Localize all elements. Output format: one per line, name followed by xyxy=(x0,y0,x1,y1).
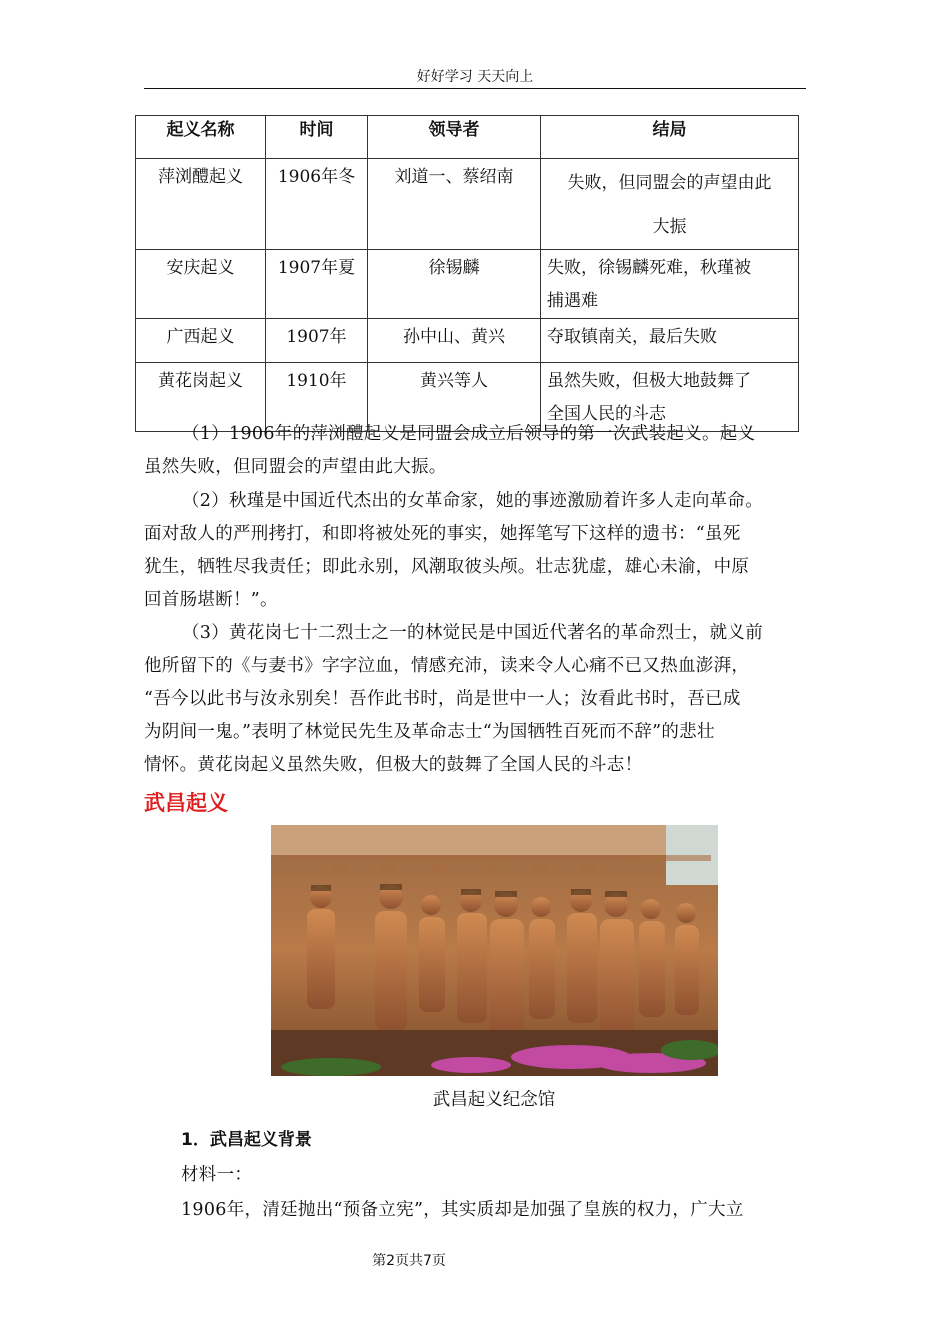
paragraph-2-line: 犹生，牺牲尽我责任；即此永别，风潮取彼头颅。壮志犹虚，雄心未渝，中原 xyxy=(144,557,750,577)
paragraph-2-line: （2）秋瑾是中国近代杰出的女革命家，她的事迹激励着许多人走向革命。 xyxy=(182,491,764,511)
section-title: 武昌起义 xyxy=(144,791,228,815)
cell-time: 1910年 xyxy=(266,363,368,432)
col-header-time: 时间 xyxy=(266,116,368,159)
paragraph-3-line: （3）黄花岗七十二烈士之一的林觉民是中国近代著名的革命烈士，就义前 xyxy=(182,623,764,643)
col-header-name: 起义名称 xyxy=(136,116,266,159)
paragraph-3-line: 为阴间一鬼。”表明了林觉民先生及革命志士“为国牺牲百死而不辞”的悲壮 xyxy=(144,722,715,742)
material-label: 材料一： xyxy=(181,1165,253,1185)
sculpture-illustration xyxy=(271,825,718,1076)
page-footer: 第2页共7页 xyxy=(372,1253,446,1269)
table-row xyxy=(136,319,799,363)
cell-result-line: 捕遇难 xyxy=(547,291,598,311)
cell-result-line: 失败，但同盟会的声望由此 xyxy=(567,173,772,193)
table-row xyxy=(136,159,799,250)
col-header-leader: 领导者 xyxy=(368,116,541,159)
cell-leader: 黄兴等人 xyxy=(368,363,541,432)
memorial-sculpture-photo xyxy=(271,825,718,1076)
cell-result-line: 失败，徐锡麟死难，秋瑾被 xyxy=(547,258,751,278)
cell-result xyxy=(541,159,799,250)
cell-result-line: 虽然失败，但极大地鼓舞了 xyxy=(547,371,751,391)
cell-time: 1906年冬 xyxy=(266,159,368,250)
cell-leader: 孙中山、黄兴 xyxy=(368,319,541,363)
cell-name: 黄花岗起义 xyxy=(136,363,266,432)
header-rule xyxy=(144,88,806,89)
uprisings-table xyxy=(135,115,799,432)
paragraph-3-line: “吾今以此书与汝永别矣！吾作此书时，尚是世中一人；汝看此书时，吾已成 xyxy=(144,689,741,709)
photo-caption: 武昌起义纪念馆 xyxy=(432,1090,556,1110)
cell-result-line: 全国人民的斗志 xyxy=(547,404,666,424)
paragraph-3-line: 他所留下的《与妻书》字字泣血，情感充沛，读来令人心痛不已又热血澎湃， xyxy=(144,656,750,676)
paragraph-3-line: 情怀。黄花岗起义虽然失败，但极大的鼓舞了全国人民的斗志！ xyxy=(144,755,643,775)
subsection-title: 1．武昌起义背景 xyxy=(181,1130,312,1150)
cell-name: 萍浏醴起义 xyxy=(136,159,266,250)
cell-result-line: 夺取镇南关，最后失败 xyxy=(547,327,717,347)
cell-result xyxy=(541,250,799,319)
cell-leader: 徐锡麟 xyxy=(368,250,541,319)
cell-result-line: 大振 xyxy=(652,217,687,237)
material-text: 1906年，清廷抛出“预备立宪”，其实质却是加强了皇族的权力，广大立 xyxy=(181,1200,744,1220)
table-row xyxy=(136,250,799,319)
table-header-row xyxy=(136,116,799,159)
col-header-result: 结局 xyxy=(541,116,799,159)
cell-leader: 刘道一、蔡绍南 xyxy=(368,159,541,250)
cell-name: 广西起义 xyxy=(136,319,266,363)
cell-name: 安庆起义 xyxy=(136,250,266,319)
page-header: 好好学习 天天向上 xyxy=(416,69,534,85)
cell-time: 1907年 xyxy=(266,319,368,363)
paragraph-1-line: 虽然失败，但同盟会的声望由此大振。 xyxy=(144,457,447,477)
paragraph-1-line: （1）1906年的萍浏醴起义是同盟会成立后领导的第一次武装起义。起义 xyxy=(182,424,756,444)
paragraph-2-line: 面对敌人的严刑拷打，和即将被处死的事实，她挥笔写下这样的遗书：“虽死 xyxy=(144,524,741,544)
cell-result xyxy=(541,319,799,363)
paragraph-2-line: 回首肠堪断！”。 xyxy=(144,590,278,610)
cell-time: 1907年夏 xyxy=(266,250,368,319)
